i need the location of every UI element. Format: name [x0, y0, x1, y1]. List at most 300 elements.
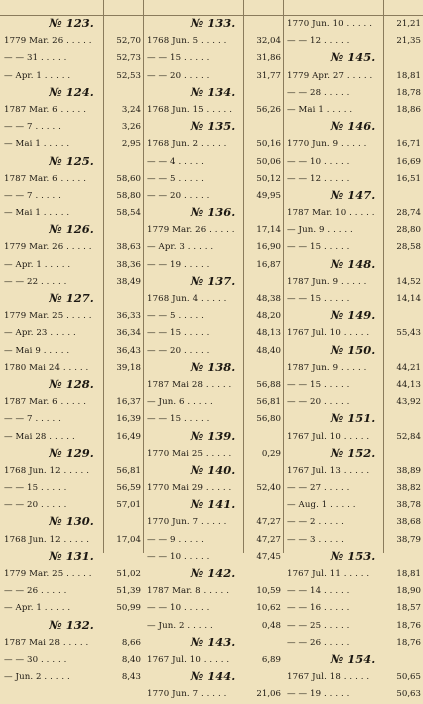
table-row [283, 33, 423, 50]
observation-date: 1768 Jun. 4 . . . . . [147, 294, 227, 304]
observation-value: 0,29 [261, 448, 281, 459]
observation-date: 1768 Jun. 15 . . . . . [147, 104, 233, 115]
entry-number-heading [0, 291, 143, 308]
observation-value: 38,82 [396, 483, 421, 494]
entry-number-heading [143, 429, 283, 446]
table-row [283, 618, 423, 635]
table-row [0, 119, 143, 136]
table-row [0, 33, 143, 50]
table-row [0, 583, 143, 600]
table-row [283, 635, 423, 652]
table-row [0, 360, 143, 377]
observation-value: 38,68 [396, 517, 421, 528]
observation-date: — Apr. 1 . . . . . [4, 603, 71, 614]
observation-value: 56,81 [256, 397, 281, 408]
table-row [0, 463, 143, 480]
entry-number: № 138. [190, 359, 236, 374]
table-row [0, 411, 143, 428]
observation-date: — — 15 . . . . . [147, 414, 210, 425]
observation-date: 1768 Jun. 12 . . . . . [4, 534, 90, 545]
table-row [0, 188, 143, 205]
observation-value: 43,92 [396, 397, 421, 408]
observation-value: 17,14 [256, 225, 281, 236]
observation-date: — — 10 . . . . . [147, 603, 210, 614]
entry-number-heading [283, 188, 423, 205]
table-row [143, 50, 283, 67]
observation-value: 16,87 [256, 259, 281, 270]
entry-number-heading [0, 377, 143, 394]
table-row [283, 480, 423, 497]
entry-number: № 154. [330, 651, 376, 666]
observation-value: 18,81 [396, 569, 421, 579]
observation-date: — — 5 . . . . . [147, 173, 204, 184]
observation-date: — — 2 . . . . . [287, 517, 344, 528]
observation-value: 17,04 [116, 534, 141, 545]
observation-value: 16,71 [396, 139, 421, 150]
entry-number: № 153. [330, 548, 376, 563]
table-row [0, 239, 143, 256]
observation-value: 50,16 [256, 139, 281, 150]
table-row [283, 274, 423, 291]
observation-date: 1779 Mar. 25 . . . . . [4, 311, 92, 322]
observation-date: 1770 Jun. 10 . . . . . [287, 19, 373, 29]
observation-date: — — 4 . . . . . [147, 156, 204, 167]
observation-value: 36,34 [116, 328, 141, 339]
observation-value: 52,84 [396, 431, 421, 442]
entry-number: № 125. [49, 153, 94, 168]
observation-value: 52,73 [116, 53, 141, 64]
observation-date: 1770 Mai 25 . . . . . [147, 448, 232, 459]
table-row [283, 239, 423, 256]
entry-number: № 144. [190, 669, 236, 684]
entry-number-heading [143, 360, 283, 377]
observation-value: 38,89 [396, 465, 421, 476]
table-row [0, 497, 143, 514]
table-row [283, 429, 423, 446]
observation-date: — — 26 . . . . . [4, 586, 67, 597]
entry-number: № 140. [190, 462, 236, 477]
table-row [0, 171, 143, 188]
observation-date: — — 9 . . . . . [147, 534, 204, 545]
observation-date: 1787 Mar. 6 . . . . . [4, 173, 87, 184]
observation-value: 55,43 [396, 328, 421, 339]
observation-date: — — 22 . . . . . [4, 276, 67, 287]
observation-date: — — 16 . . . . . [287, 603, 350, 614]
observation-date: 1787 Mar. 10 . . . . . [287, 208, 375, 219]
table-row [0, 205, 143, 222]
table-row [143, 171, 283, 188]
observation-value: 18,57 [396, 603, 421, 614]
observation-value: 18,76 [396, 637, 421, 648]
table-column-1 [0, 16, 143, 686]
entry-number-heading [143, 497, 283, 514]
entry-number: № 142. [190, 566, 236, 580]
table-column-3 [283, 16, 423, 704]
observation-value: 28,58 [396, 242, 421, 253]
observation-value: 52,53 [116, 70, 141, 81]
entry-number-heading [143, 274, 283, 291]
observation-date: — Apr. 3 . . . . . [147, 242, 214, 253]
observation-date: — — 15 . . . . . [287, 294, 350, 304]
entry-number-heading [0, 85, 143, 102]
observation-value: 31,86 [256, 53, 281, 64]
observation-date: — — 15 . . . . . [287, 242, 350, 253]
observation-value: 38,36 [116, 259, 141, 270]
table-row [143, 291, 283, 308]
observation-date: 1779 Mar. 25 . . . . . [4, 569, 92, 579]
table-row [0, 136, 143, 153]
entry-number-heading [143, 205, 283, 222]
table-row [283, 497, 423, 514]
entry-number: № 143. [190, 634, 236, 649]
observation-date: — — 7 . . . . . [4, 414, 61, 425]
entry-number: № 150. [330, 342, 376, 357]
entry-number-heading [0, 446, 143, 463]
table-row [283, 514, 423, 531]
observation-value: 44,13 [396, 379, 421, 390]
entry-number: № 146. [330, 119, 376, 134]
observation-date: — — 20 . . . . . [147, 70, 210, 81]
observation-date: — — 27 . . . . . [287, 483, 350, 494]
entry-number-heading [143, 566, 283, 583]
observation-date: 1779 Mar. 26 . . . . . [4, 242, 92, 253]
observation-date: — — 20 . . . . . [147, 190, 210, 201]
table-row [143, 394, 283, 411]
observation-date: 1770 Jun. 7 . . . . . [147, 689, 227, 700]
entry-number: № 145. [330, 50, 376, 65]
table-row [143, 600, 283, 617]
observation-date: 1768 Jun. 12 . . . . . [4, 465, 90, 476]
entry-number-heading [283, 50, 423, 67]
observation-date: 1779 Mar. 26 . . . . . [4, 36, 92, 47]
observation-date: 1779 Apr. 27 . . . . . [287, 70, 373, 81]
observation-value: 8,43 [121, 672, 141, 683]
observation-value: 48,38 [256, 294, 281, 304]
entry-number-heading [0, 16, 143, 33]
observation-date: — — 19 . . . . . [287, 689, 350, 700]
observation-date: 1787 Mar. 8 . . . . . [147, 586, 230, 597]
observation-value: 56,80 [256, 414, 281, 425]
observation-value: 47,45 [256, 551, 281, 562]
table-row [143, 325, 283, 342]
observation-date: 1768 Jun. 5 . . . . . [147, 36, 227, 47]
table-row [283, 136, 423, 153]
entry-number: № 132. [49, 617, 94, 632]
observation-value: 38,49 [116, 276, 141, 287]
observation-value: 58,80 [116, 190, 141, 201]
observation-value: 16,37 [116, 397, 141, 408]
table-row [143, 652, 283, 669]
observation-date: — Mai 1 . . . . . [4, 139, 70, 150]
observation-date: — — 19 . . . . . [147, 259, 210, 270]
table-row [283, 291, 423, 308]
observation-value: 38,78 [396, 500, 421, 511]
observation-value: 50,12 [256, 173, 281, 184]
observation-date: 1770 Mai 29 . . . . . [147, 483, 232, 494]
table-row [143, 136, 283, 153]
observation-value: 16,51 [396, 173, 421, 184]
observation-date: — Mai 9 . . . . . [4, 345, 70, 356]
observation-value: 32,04 [256, 36, 281, 47]
observation-value: 49,95 [256, 190, 281, 201]
observation-date: — — 15 . . . . . [287, 379, 350, 390]
entry-number: № 148. [330, 256, 376, 271]
entry-number-heading [143, 463, 283, 480]
observation-value: 47,27 [256, 517, 281, 528]
observation-date: 1770 Jun. 9 . . . . . [287, 139, 367, 150]
table-row [0, 566, 143, 583]
entry-number-heading [143, 85, 283, 102]
observation-value: 18,76 [396, 620, 421, 631]
table-row [143, 480, 283, 497]
entry-number-heading [283, 119, 423, 136]
observation-date: — — 7 . . . . . [4, 190, 61, 201]
observation-date: 1770 Jun. 7 . . . . . [147, 517, 227, 528]
entry-number: № 123. [49, 16, 94, 30]
observation-value: 14,14 [396, 294, 421, 304]
table-row [143, 188, 283, 205]
table-row [143, 308, 283, 325]
table-row [0, 308, 143, 325]
table-row [143, 222, 283, 239]
observation-date: — — 20 . . . . . [147, 345, 210, 356]
observation-date: — — 12 . . . . . [287, 173, 350, 184]
observation-value: 16,39 [116, 414, 141, 425]
table-row [0, 532, 143, 549]
entry-number-heading [283, 343, 423, 360]
table-row [283, 68, 423, 85]
observation-value: 50,99 [116, 603, 141, 614]
observation-date: 1787 Mai 28 . . . . . [4, 637, 89, 648]
observation-value: 16,69 [396, 156, 421, 167]
observation-date: 1779 Mar. 26 . . . . . [147, 225, 235, 236]
table-row [143, 514, 283, 531]
observation-date: 1780 Mai 24 . . . . . [4, 362, 89, 373]
observation-date: — — 31 . . . . . [4, 53, 67, 64]
entry-number: № 151. [330, 411, 376, 426]
observation-date: 1767 Jul. 13 . . . . . [287, 465, 370, 476]
table-row [143, 686, 283, 703]
observation-value: 48,20 [256, 311, 281, 322]
entry-number-heading [0, 154, 143, 171]
entry-number-heading [283, 257, 423, 274]
entry-number-heading [143, 635, 283, 652]
observation-value: 38,63 [116, 242, 141, 253]
observation-value: 16,49 [116, 431, 141, 442]
observation-date: — Mai 1 . . . . . [287, 104, 353, 115]
observation-value: 39,18 [116, 362, 141, 373]
entry-number: № 141. [190, 497, 236, 512]
table-row [0, 68, 143, 85]
table-row [143, 532, 283, 549]
table-row [143, 33, 283, 50]
entry-number-heading [283, 446, 423, 463]
table-row [283, 686, 423, 703]
table-row [0, 325, 143, 342]
observation-value: 10,62 [256, 603, 281, 614]
observation-date: — — 25 . . . . . [287, 620, 350, 631]
observation-date: — Mai 1 . . . . . [4, 208, 70, 219]
observation-date: — Jun. 2 . . . . . [147, 620, 213, 631]
observation-value: 58,60 [116, 173, 141, 184]
entry-number-heading [143, 119, 283, 136]
table-row [143, 154, 283, 171]
observation-value: 16,90 [256, 242, 281, 253]
table-row [283, 463, 423, 480]
observation-value: 56,81 [116, 465, 141, 476]
observation-date: — — 15 . . . . . [4, 483, 67, 494]
table-row [283, 16, 423, 33]
table-row [0, 635, 143, 652]
observation-date: 1767 Jul. 10 . . . . . [147, 654, 230, 665]
observation-value: 56,26 [256, 104, 281, 115]
observation-value: 48,40 [256, 345, 281, 356]
entry-number-heading [0, 618, 143, 635]
entry-number: № 147. [330, 187, 376, 202]
observation-date: — — 20 . . . . . [4, 500, 67, 511]
observation-date: — — 30 . . . . . [4, 654, 67, 665]
observation-date: — — 10 . . . . . [287, 156, 350, 167]
observation-date: 1767 Jul. 11 . . . . . [287, 569, 370, 579]
observation-date: — — 26 . . . . . [287, 637, 350, 648]
table-row [283, 205, 423, 222]
observation-date: — — 15 . . . . . [147, 53, 210, 64]
observation-date: 1768 Jun. 2 . . . . . [147, 139, 227, 150]
table-row [283, 532, 423, 549]
observation-date: 1787 Jun. 9 . . . . . [287, 276, 367, 287]
observation-value: 48,13 [256, 328, 281, 339]
entry-number: № 133. [190, 16, 236, 30]
observation-value: 18,86 [396, 104, 421, 115]
table-row [0, 652, 143, 669]
table-row [143, 618, 283, 635]
table-row [283, 669, 423, 686]
observation-date: — Jun. 2 . . . . . [4, 672, 70, 683]
table-row [0, 102, 143, 119]
table-row [0, 394, 143, 411]
table-row [283, 377, 423, 394]
observation-value: 50,06 [256, 156, 281, 167]
observation-value: 21,06 [256, 689, 281, 700]
observation-date: — Jun. 9 . . . . . [287, 225, 353, 236]
entry-number: № 128. [49, 376, 94, 391]
entry-number-heading [143, 669, 283, 686]
table-row [283, 600, 423, 617]
table-row [0, 669, 143, 686]
entry-number: № 134. [190, 84, 236, 99]
entry-number: № 136. [190, 205, 236, 220]
observation-value: 10,59 [256, 586, 281, 597]
observation-value: 52,70 [116, 36, 141, 47]
table-row [283, 171, 423, 188]
observation-value: 36,43 [116, 345, 141, 356]
observation-value: 21,21 [396, 19, 421, 29]
entry-number-heading [283, 652, 423, 669]
observation-value: 18,78 [396, 87, 421, 98]
observation-value: 50,65 [396, 672, 421, 683]
table-row [143, 446, 283, 463]
table-row [143, 343, 283, 360]
observation-date: — — 12 . . . . . [287, 36, 350, 47]
observation-value: 8,40 [121, 654, 141, 665]
table-row [283, 222, 423, 239]
observation-date: 1767 Jul. 10 . . . . . [287, 328, 370, 339]
observation-value: 56,59 [116, 483, 141, 494]
entry-number-heading [0, 514, 143, 531]
table-row [283, 154, 423, 171]
entry-number-heading [0, 222, 143, 239]
observation-value: 3,26 [121, 122, 141, 133]
entry-number: № 149. [330, 308, 376, 323]
observation-value: 21,35 [396, 36, 421, 47]
observation-value: 57,01 [116, 500, 141, 511]
table-row [143, 411, 283, 428]
observation-value: 58,54 [116, 208, 141, 219]
table-row [0, 600, 143, 617]
observation-date: 1767 Jul. 10 . . . . . [287, 431, 370, 442]
observation-value: 36,33 [116, 311, 141, 322]
entry-number: № 139. [190, 428, 236, 443]
table-row [0, 257, 143, 274]
observation-value: 14,52 [396, 276, 421, 287]
observation-value: 18,81 [396, 70, 421, 81]
observation-value: 52,40 [256, 483, 281, 494]
entry-number: № 135. [190, 119, 236, 134]
entry-number-heading [143, 16, 283, 33]
entry-number-heading [283, 549, 423, 566]
table-row [143, 377, 283, 394]
observation-date: — Apr. 1 . . . . . [4, 259, 71, 270]
observation-value: 18,90 [396, 586, 421, 597]
table-row [0, 429, 143, 446]
observation-value: 31,77 [256, 70, 281, 81]
table-row [283, 583, 423, 600]
observation-value: 51,02 [116, 569, 141, 579]
observation-value: 0,48 [261, 620, 281, 631]
observation-date: — Mai 28 . . . . . [4, 431, 75, 442]
observation-date: — Jun. 6 . . . . . [147, 397, 213, 408]
observation-date: — — 20 . . . . . [287, 397, 350, 408]
observation-date: 1787 Jun. 9 . . . . . [287, 362, 367, 373]
entry-number-heading [283, 411, 423, 428]
table-column-2 [143, 16, 283, 704]
observation-date: — Apr. 1 . . . . . [4, 70, 71, 81]
entry-number: № 127. [49, 291, 94, 305]
observation-value: 3,24 [121, 104, 141, 115]
table-row [143, 257, 283, 274]
table-row [0, 274, 143, 291]
table-row [283, 566, 423, 583]
observation-value: 50,63 [396, 689, 421, 700]
entry-number: № 130. [49, 514, 94, 529]
observation-date: 1767 Jul. 18 . . . . . [287, 672, 370, 683]
observation-value: 47,27 [256, 534, 281, 545]
table-row [143, 583, 283, 600]
observation-value: 38,79 [396, 534, 421, 545]
observation-value: 28,74 [396, 208, 421, 219]
table-row [283, 102, 423, 119]
observation-date: 1787 Mar. 6 . . . . . [4, 397, 87, 408]
observation-date: — — 28 . . . . . [287, 87, 350, 98]
entry-number: № 137. [190, 273, 236, 288]
observation-value: 8,66 [121, 637, 141, 648]
table-row [283, 360, 423, 377]
table-row [283, 325, 423, 342]
table-row [283, 85, 423, 102]
observation-date: — Apr. 23 . . . . . [4, 328, 76, 339]
table-row [283, 394, 423, 411]
observation-date: — — 5 . . . . . [147, 311, 204, 322]
